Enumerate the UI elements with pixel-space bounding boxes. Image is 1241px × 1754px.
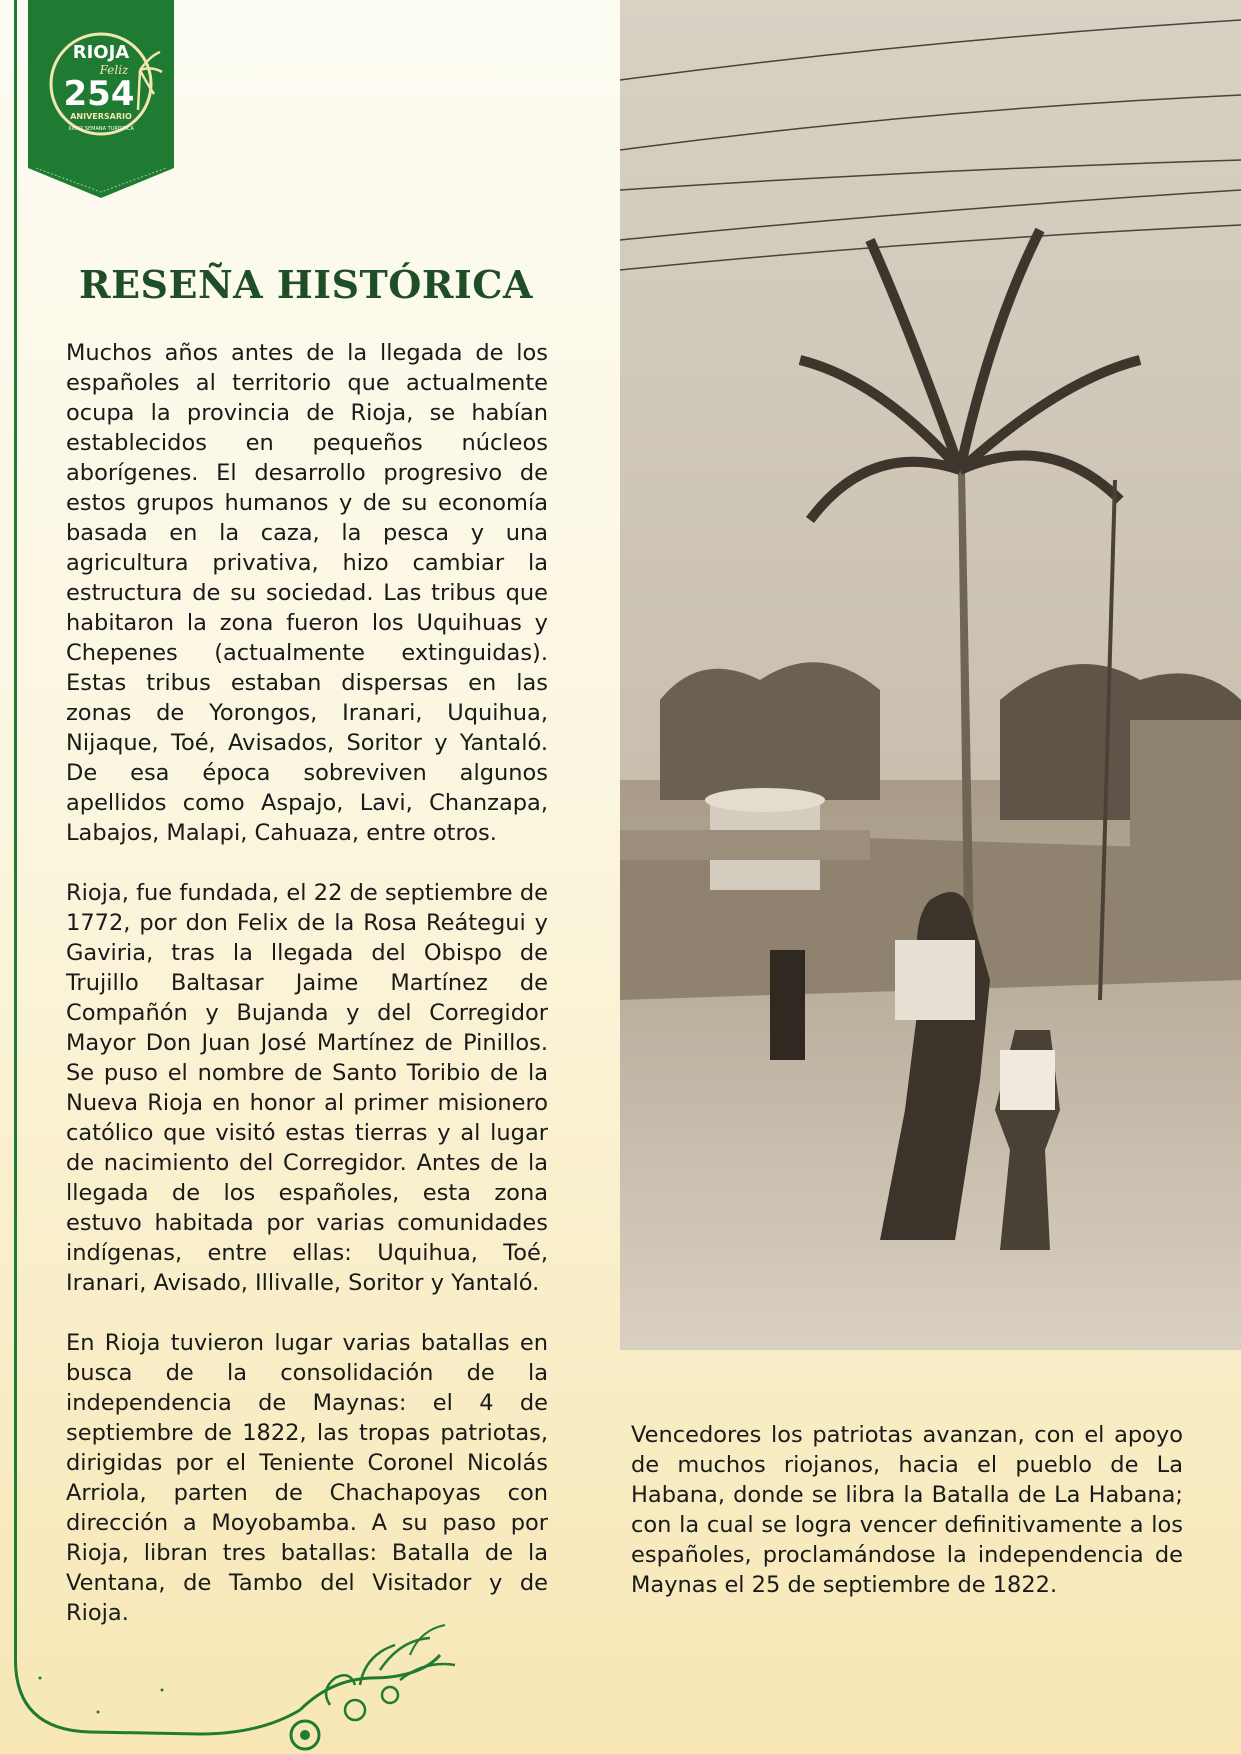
paragraph-3: En Rioja tuvieron lugar varias batallas en busca de la consolidación de la independencia de Maynas: el 4 de septiembre de 1822, las tropas patriotas, dirigidas por el Teniente Coronel Nicolás Arriola, parten de Chachapoyas con dirección a Moyobamba. A su paso por Rioja, libran tres batallas: Batalla de la Ventana, de Tambo del Visitador y de Rioja. [66, 1330, 548, 1626]
paragraph-4: Vencedores los patriotas avanzan, con el apoyo de muchos riojanos, hacia el pueblo de La Habana, donde se libra la Batalla de La Habana; con la cual se logra vencer definitivamente a los españoles, proclamándose la independencia de Maynas el 25 de septiembre de 1822. [631, 1422, 1183, 1598]
paragraph-2: Rioja, fue fundada, el 22 de septiembre de 1772, por don Felix de la Rosa Reátegui y Gaviria, tras la llegada del Obispo de Trujillo Baltasar Jaime Martínez de Compañón y Bujanda y del Corregidor Mayor Don Juan José Martínez de Pinillos. Se puso el nombre de Santo Toribio de la Nueva Rioja en honor al primer misionero católico que visitó estas tierras y al lugar de nacimiento del Corregidor. Antes de la llegada de los españoles, esta zona estuvo habitada por varias comunidades indígenas, entre ellas: Uquihua, Toé, Iranari, Avisado, Illivalle, Soritor y Yantaló. [66, 880, 548, 1296]
historic-plaza-photo [620, 0, 1241, 1350]
page-border-line [14, 0, 17, 1660]
badge-event: XXXIX SEMANA TURÍSTICA [68, 126, 134, 132]
right-column [631, 1420, 1183, 1600]
paragraph-1: Muchos años antes de la llegada de los españoles al territorio que actualmente ocupa la provincia de Rioja, se habían establecidos en pequeños núcleos aborígenes. El desarrollo progresivo de estos grupos humanos y de su economía basada en la caza, la pesca y una agricultura privativa, hizo cambiar la estructura de su sociedad. Las tribus que habitaron la zona fueron los Uquihuas y Chepenes (actualmente extinguidas). Estas tribus estaban dispersas en las zonas de Yorongos, Iranari, Uquihua, Nijaque, Toé, Avisados, Soritor y Yantaló. De esa época sobreviven algunos apellidos como Aspajo, Lavi, Chanzapa, Labajos, Malapi, Cahuaza, entre otros. [66, 340, 548, 846]
badge-number: 254 [63, 74, 135, 114]
badge-anniversary: ANIVERSARIO [70, 112, 132, 121]
badge-brand: RIOJA [72, 42, 130, 63]
left-column [66, 338, 548, 1658]
page-title: RESEÑA HISTÓRICA [79, 262, 533, 307]
anniversary-badge [28, 0, 174, 198]
badge-script: Feliz [99, 63, 129, 77]
